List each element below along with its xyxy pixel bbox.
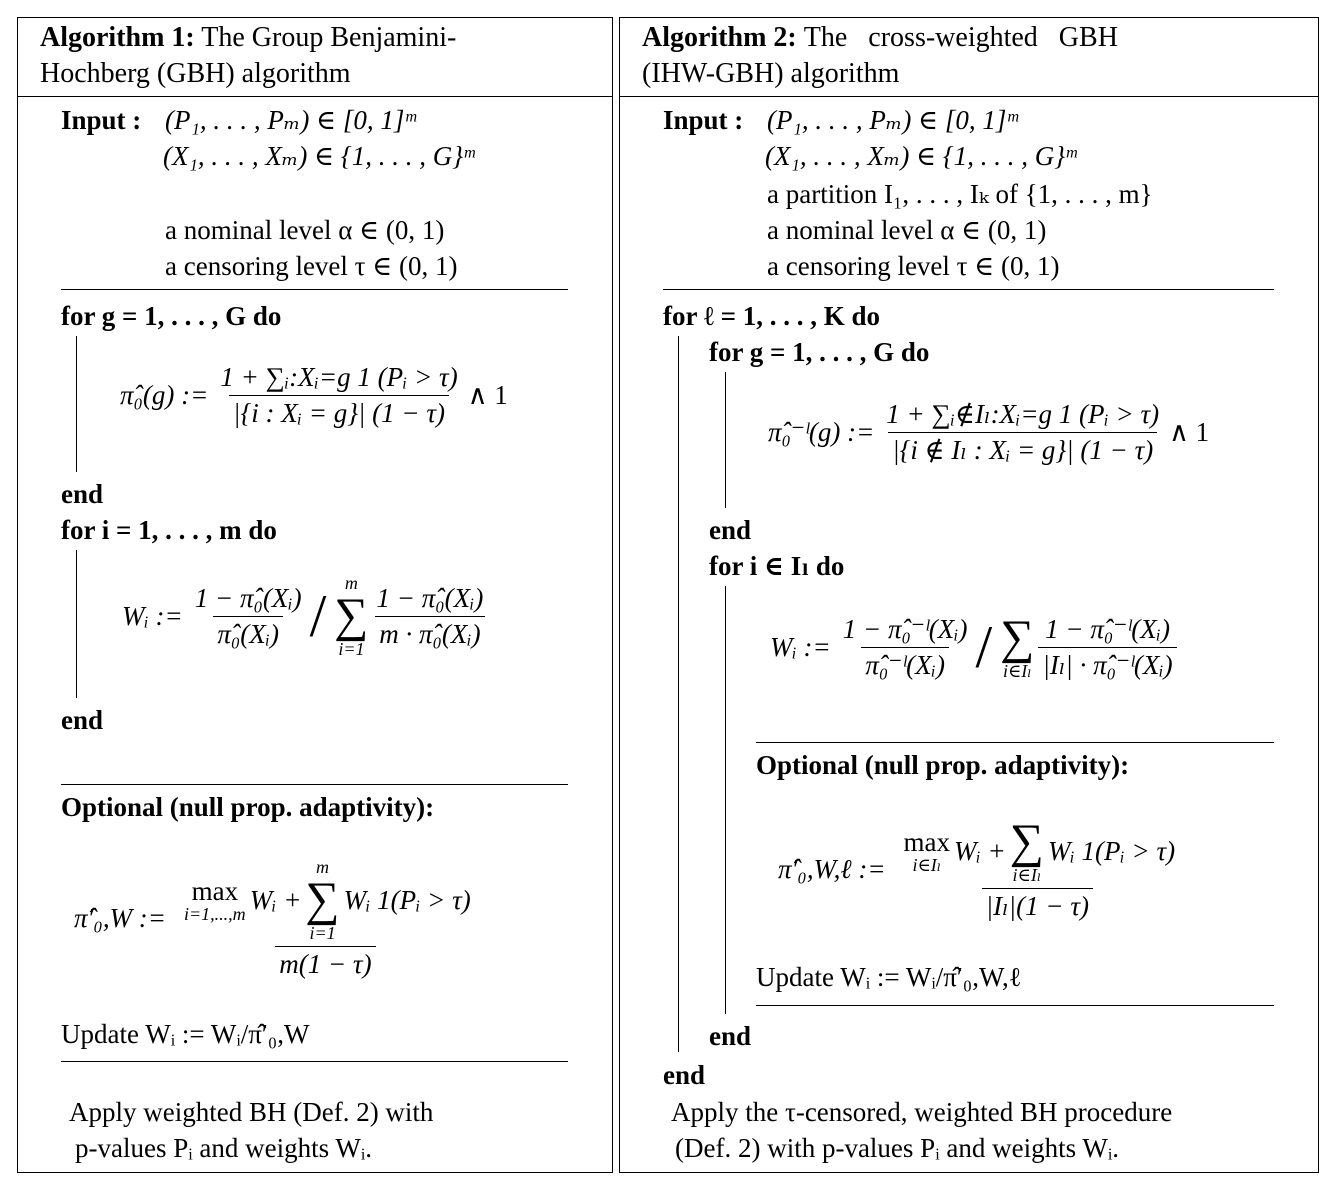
- algo2-input-tau: a censoring level τ ∈ (0, 1): [767, 251, 1060, 281]
- algo2-w-num2: 1 − π̂₀⁻ˡ(Xᵢ): [1045, 613, 1170, 644]
- algo2-optional-rule-bottom: [756, 1005, 1274, 1006]
- algo2-update: Update Wᵢ := Wᵢ/π̂′₀,W,ℓ: [756, 962, 1022, 992]
- algo2-for-g-bar: [725, 372, 726, 508]
- algo1-pw-num: [176, 858, 475, 946]
- algo2-pw-sum: [1009, 815, 1044, 885]
- algo1-input-label: Input :: [61, 105, 142, 135]
- algo2-for-l-bar: [678, 336, 679, 1052]
- algo1-optional-rule-bottom: [61, 1061, 568, 1062]
- algo2-input-label: Input :: [663, 105, 744, 135]
- algo1-w-den1: π̂₀(Xᵢ): [213, 616, 283, 648]
- algo2-pw-formula: [778, 815, 1179, 921]
- algo1-pw-sum-bot: i=1: [309, 923, 336, 943]
- algo2-for-g: for g = 1, . . . , G do: [709, 337, 930, 367]
- algorithm-2-box: [619, 17, 1319, 1173]
- algo2-input-p: (P₁, . . . , Pₘ) ∈ [0, 1]ᵐ: [767, 105, 1018, 135]
- algo1-w-frac1: [191, 582, 306, 649]
- algo1-pw-fraction: [176, 858, 475, 978]
- algo1-for-g: for g = 1, . . . , G do: [61, 301, 282, 331]
- algo1-pi-lhs: π̂₀(g) :=: [120, 380, 209, 410]
- algo2-title-label: Algorithm 2:: [642, 22, 797, 53]
- algo1-for-i: for i = 1, . . . , m do: [61, 515, 277, 545]
- algo1-input-tau: a censoring level τ ∈ (0, 1): [165, 251, 458, 281]
- algo2-pw-fraction: [896, 815, 1180, 921]
- algo2-pw-lhs: π̂′₀,W,ℓ :=: [778, 853, 886, 884]
- algo2-pw-den: |Iₗ|(1 − τ): [982, 888, 1093, 920]
- algo1-title-text: The Group Benjamini-: [201, 22, 457, 53]
- algo2-end-i: end: [709, 1021, 752, 1051]
- algo1-end-1: end: [61, 479, 104, 509]
- algo2-pi-den: |{i ∉ Iₗ : Xᵢ = g}| (1 − τ): [888, 432, 1157, 464]
- algo2-pi-lhs: π̂₀⁻ˡ(g) :=: [768, 417, 875, 447]
- algo1-pw-num-end: Wᵢ 1(Pᵢ > τ): [343, 884, 471, 915]
- algo1-update: Update Wᵢ := Wᵢ/π̂′₀,W: [61, 1019, 310, 1049]
- algo2-w-sum-bot: i∈Iₗ: [1002, 661, 1032, 681]
- algo2-w-frac2: [1038, 613, 1176, 680]
- algo1-pi-fraction: [216, 364, 461, 427]
- algo1-pw-num-mid: Wᵢ +: [249, 884, 302, 915]
- algo2-end-l: end: [663, 1060, 706, 1090]
- algo1-w-den2: m · π̂₀(Xᵢ): [375, 616, 484, 648]
- algo1-input-x: (X₁, . . . , Xₘ) ∈ {1, . . . , G}ᵐ: [163, 141, 475, 171]
- algo2-pi-fraction: [882, 401, 1163, 464]
- algo1-w-formula: [122, 574, 487, 658]
- algo2-pw-sum-bot: i∈Iₗ: [1012, 865, 1042, 885]
- algo1-optional-heading: Optional (null prop. adaptivity):: [61, 792, 435, 822]
- algo1-title-label: Algorithm 1:: [40, 22, 195, 53]
- algo2-title-text: The cross-weighted GBH: [803, 22, 1118, 53]
- algo1-pw-sum: [305, 858, 339, 942]
- algo1-w-sum-top: m: [344, 573, 358, 593]
- algo1-input-p: (P₁, . . . , Pₘ) ∈ [0, 1]ᵐ: [165, 105, 416, 135]
- algo1-apply-line2: p-values Pᵢ and weights Wᵢ.: [75, 1133, 373, 1163]
- algo1-w-slash: /: [309, 583, 327, 649]
- algo2-pw-max: [903, 826, 951, 875]
- algo1-pi-den: |{i : Xᵢ = g}| (1 − τ): [229, 395, 449, 427]
- algo2-w-slash: /: [975, 614, 993, 680]
- algo1-pw-formula: [74, 858, 475, 978]
- algo1-pw-lhs: π̂′₀,W :=: [74, 902, 167, 933]
- algo1-w-frac2: [373, 582, 488, 649]
- algo1-apply-line1: Apply weighted BH (Def. 2) with: [69, 1097, 434, 1127]
- algo1-pw-max-label: max: [191, 875, 239, 906]
- algo1-end-2: end: [61, 705, 104, 735]
- algo1-pi-formula: [120, 364, 508, 427]
- algo2-title-line1: [642, 24, 1118, 52]
- algo2-apply-line2: (Def. 2) with p-values Pᵢ and weights Wᵢ.: [675, 1133, 1119, 1163]
- algo1-w-num1: 1 − π̂₀(Xᵢ): [194, 582, 302, 613]
- algo2-optional-rule-top: [756, 742, 1274, 743]
- algo1-title-separator: [18, 96, 612, 97]
- algo1-optional-rule-top: [61, 784, 568, 785]
- algo2-pi-formula: [768, 401, 1209, 464]
- algo1-pi-rhs: ∧ 1: [467, 380, 508, 410]
- algo2-pw-num: [896, 815, 1180, 888]
- algo2-pi-num: 1 + ∑ᵢ∉Iₗ:Xᵢ=g 1 (Pᵢ > τ): [886, 399, 1160, 429]
- algo2-input-rule: [663, 289, 1274, 290]
- algo2-pw-max-sub: i∈Iₗ: [912, 854, 942, 875]
- algo2-w-sum: [1000, 611, 1035, 681]
- algo1-title-line1: [40, 24, 456, 52]
- algo2-for-l: for ℓ = 1, . . . , K do: [663, 301, 881, 331]
- algo1-w-lhs: Wᵢ :=: [122, 600, 183, 631]
- algo2-end-g: end: [709, 515, 752, 545]
- algo2-title-separator: [620, 96, 1318, 97]
- algo2-pw-num-mid: Wᵢ +: [954, 835, 1006, 866]
- algo1-w-sum: [334, 574, 368, 658]
- algorithm-1-box: [17, 17, 613, 1173]
- algo2-w-frac1: [839, 613, 972, 680]
- algo2-pw-num-end: Wᵢ 1(Pᵢ > τ): [1048, 835, 1176, 866]
- algo1-input-alpha: a nominal level α ∈ (0, 1): [165, 215, 445, 245]
- algo2-input-alpha: a nominal level α ∈ (0, 1): [767, 215, 1047, 245]
- algo2-input-partition: a partition I₁, . . . , Iₖ of {1, . . . , m}: [767, 179, 1153, 209]
- algo2-apply-line1: Apply the τ-censored, weighted BH procedure: [671, 1097, 1173, 1127]
- algo1-pw-sum-top: m: [316, 857, 330, 877]
- sum-icon: ∑: [305, 873, 340, 926]
- algo1-pw-max: [184, 875, 246, 924]
- algo2-w-den2: |Iₗ| · π̂₀⁻ˡ(Xᵢ): [1038, 647, 1176, 679]
- algo1-w-num2: 1 − π̂₀(Xᵢ): [376, 582, 484, 613]
- algo1-w-sum-bot: i=1: [338, 639, 365, 659]
- sum-icon: ∑: [334, 589, 369, 642]
- algo1-pw-den: m(1 − τ): [275, 946, 375, 978]
- algo2-for-i-bar: [725, 586, 726, 1014]
- algo1-input-rule: [61, 289, 568, 290]
- algo2-w-num1: 1 − π̂₀⁻ˡ(Xᵢ): [842, 613, 968, 644]
- algo2-w-den1: π̂₀⁻ˡ(Xᵢ): [861, 647, 949, 679]
- algo1-for-i-bar: [76, 550, 77, 698]
- sum-icon: ∑: [1000, 611, 1035, 664]
- algo1-for-g-bar: [76, 336, 77, 472]
- algo1-pw-max-sub: i=1,...,m: [184, 903, 246, 924]
- algo2-input-x: (X₁, . . . , Xₘ) ∈ {1, . . . , G}ᵐ: [765, 141, 1077, 171]
- sum-icon: ∑: [1009, 815, 1044, 868]
- algo1-title-line2: Hochberg (GBH) algorithm: [40, 58, 351, 89]
- algo2-w-formula: [770, 611, 1177, 681]
- algo2-pw-max-label: max: [903, 826, 951, 857]
- algo1-pi-num: 1 + ∑ᵢ:Xᵢ=g 1 (Pᵢ > τ): [220, 362, 458, 392]
- algo2-pi-rhs: ∧ 1: [1169, 417, 1210, 447]
- algo2-optional-heading: Optional (null prop. adaptivity):: [756, 750, 1130, 780]
- algo2-title-line2: (IHW-GBH) algorithm: [642, 58, 900, 89]
- algo2-for-i: for i ∈ Iₗ do: [709, 551, 845, 581]
- algo2-w-lhs: Wᵢ :=: [770, 631, 831, 662]
